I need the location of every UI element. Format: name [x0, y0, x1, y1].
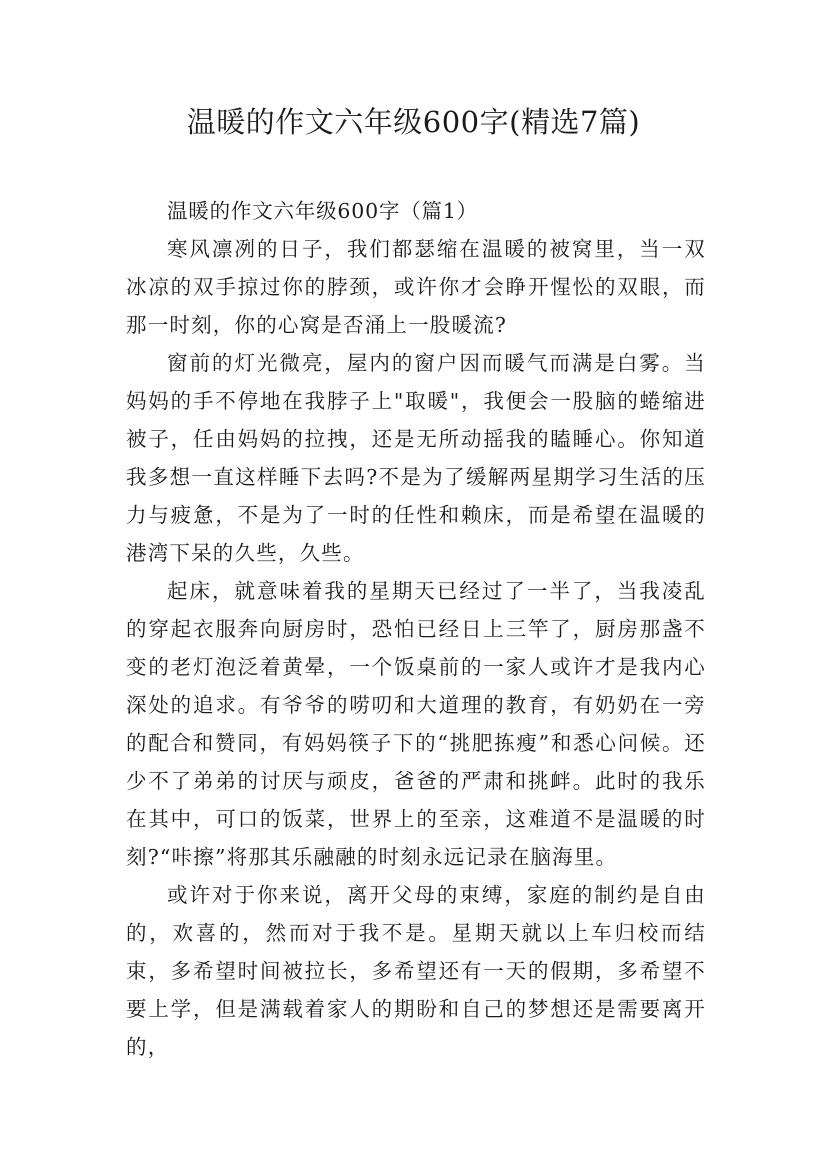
paragraph-2: 窗前的灯光微亮，屋内的窗户因而暖气而满是白雾。当妈妈的手不停地在我脖子上"取暖"，我便会一股脑的蜷缩进被子，任由妈妈的拉拽，还是无所动摇我的瞌睡心。你知道我多想一直这样睡下去吗?不是为了缓解两星期学习生活的压力与疲惫，不是为了一时的任性和赖床，而是希望在温暖的港湾下呆的久些，久些。 [126, 351, 706, 565]
document-title: 温暖的作文六年级600字(精选7篇) [186, 105, 641, 139]
section-heading: 温暖的作文六年级600字（篇1） [167, 199, 478, 223]
paragraph-1: 寒风凛冽的日子，我们都瑟缩在温暖的被窝里，当一双冰凉的双手掠过你的脖颈，或许你才会睁开惺忪的双眼，而那一时刻，你的心窝是否涌上一股暖流? [126, 237, 706, 337]
paragraph-4: 或许对于你来说，离开父母的束缚，家庭的制约是自由的，欢喜的，然而对于我不是。星期天就以上车归校而结束，多希望时间被拉长，多希望还有一天的假期，多希望不要上学，但是满载着家人的期盼和自己的梦想还是需要离开的， [126, 883, 706, 1059]
paragraph-3: 起床，就意味着我的星期天已经过了一半了，当我凌乱的穿起衣服奔向厨房时，恐怕已经日上三竿了，厨房那盏不变的老灯泡泛着黄晕，一个饭桌前的一家人或许才是我内心深处的追求。有爷爷的唠叨和大道理的教育，有奶奶在一旁的配合和赞同，有妈妈筷子下的“挑肥拣瘦”和悉心问候。还少不了弟弟的讨厌与顽皮，爸爸的严肃和挑衅。此时的我乐在其中，可口的饭菜，世界上的至亲，这难道不是温暖的时刻?“咔擦”将那其乐融融的时刻永远记录在脑海里。 [126, 579, 706, 869]
document-body [126, 192, 706, 1066]
